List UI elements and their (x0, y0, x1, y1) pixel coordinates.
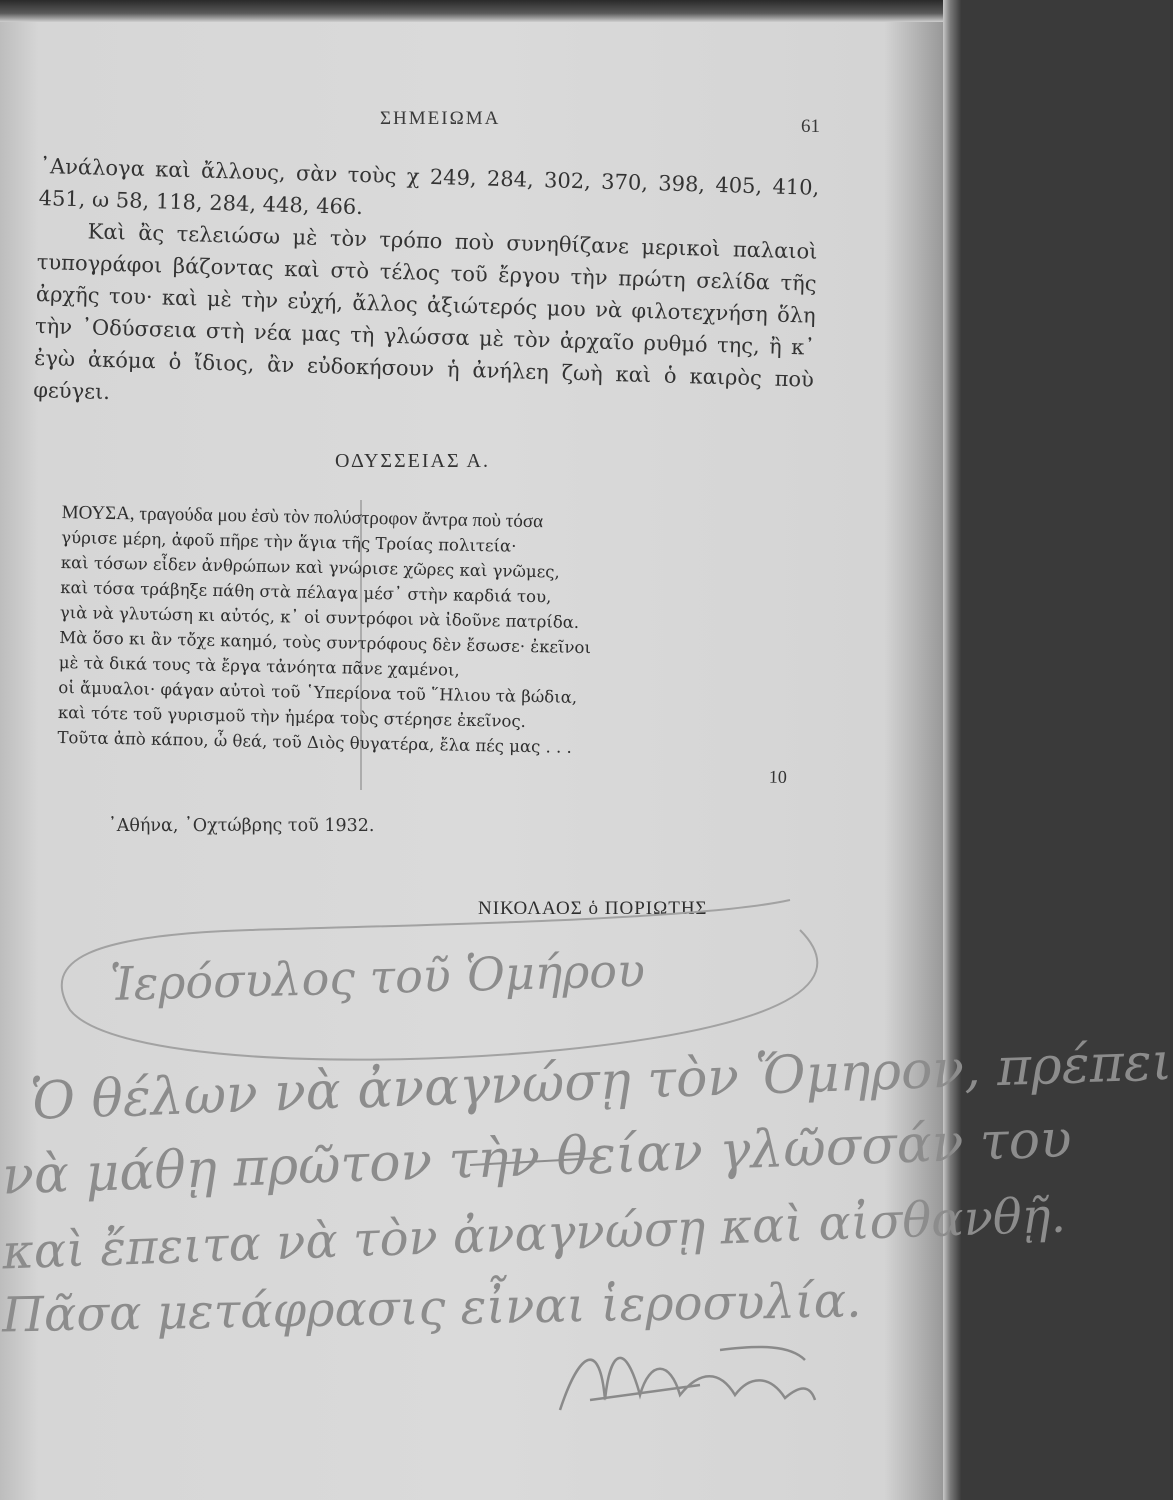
poem-line: καὶ τόσων εἶδεν ἀνθρώπων καὶ γνώρισε χῶρες καὶ γνῶμες, (60, 552, 560, 582)
poem-line: μὲ τὰ δικά τους τὰ ἔργα τἀνόητα πᾶνε χαμένοι, (58, 652, 460, 680)
handwritten-line: νὰ μάθῃ πρῶτον τὴν θείαν γλῶσσάν του (1, 1109, 1073, 1207)
note-body (33, 150, 820, 428)
dateline: ᾿Αθήνα, ᾿Οχτώβρης τοῦ 1932. (108, 816, 375, 836)
poem-line: γιὰ νὰ γλυτώση κι αὐτός, κ᾿ οἱ συντρόφοι νὰ ἰδοῦνε πατρίδα. (59, 602, 580, 632)
page-number: 61 (801, 116, 820, 137)
note-paragraph-1: ᾿Ανάλογα καὶ ἄλλους, σὰν τοὺς χ 249, 284, 302, 370, 398, 405, 410, 451, ω 58, 118, 284, 448, 466. (38, 153, 820, 220)
poem-line: καὶ τόσα τράβηξε πάθη στὰ πέλαγα μέσ᾿ στὴν καρδιά του, (60, 577, 552, 607)
poem-line: Μὰ ὅσο κι ἂν τὄχε καημό, τοὺς συντρόφους δὲν ἔσωσε· ἐκεῖνοι (59, 627, 592, 658)
section-title: ΟΔΥΣΣΕΙΑΣ Α. (335, 450, 490, 472)
running-head: ΣΗΜΕΙΩΜΑ (380, 108, 501, 129)
poem-line: οἱ ἄμυαλοι· φάγαν αὐτοὶ τοῦ ῾Υπερίονα τοῦ ῞Ηλιου τὰ βώδια, (58, 677, 578, 707)
poem-line: γύρισε μέρη, ἀφοῦ πῆρε τὴν ἅγια τῆς Τροίας πολιτεία· (61, 527, 517, 556)
author-name: ΝΙΚΟΛΑΟΣ ὁ ΠΟΡΙΩΤΗΣ (478, 898, 708, 919)
poem-line: Τοῦτα ἀπὸ κάπου, ὦ θεά, τοῦ Διὸς θυγατέρα, ἔλα πές μας . . . (57, 727, 573, 757)
note-paragraph-2: Καὶ ἂς τελειώσω μὲ τὸν τρόπο ποὺ συνηθίζανε μερικοὶ παλαιοὶ τυπογράφοι βάζοντας καὶ στὸ τέλος τοῦ ἔργου τὴν πρώτη σελίδα τῆς ἀρχῆς του· καὶ μὲ τὴν εὐχή, ἄλλος ἀξιώτερός μου νὰ φιλοτεχνήση ὅλη τὴν ᾿Οδύσσεια στὴ νέα μας τὴ γλώσσα μὲ τὸν ἀρχαῖο ρυθμό της, ἢ κ᾿ ἐγὼ ἀκόμα ὁ ἴδιος, ἂν εὐδοκήσουν ἡ ἀνήλεη ζωὴ καὶ ὁ καιρὸς ποὺ φεύγει. (32, 219, 818, 405)
page-top-edge (0, 0, 961, 22)
page-header (60, 108, 820, 138)
page-right-edge (943, 0, 961, 1500)
poem-line: ΜΟΥΣΑ, τραγούδα μου ἐσὺ τὸν πολύστροφον ἄντρα ποὺ τόσα (61, 501, 544, 533)
handwritten-line: Πᾶσα μετάφρασις εἶναι ἱεροσυλία. (1, 1272, 862, 1344)
handwritten-line: Ὁ θέλων νὰ ἀναγνώσῃ τὸν Ὅμηρον, πρέπει (29, 1032, 1173, 1132)
handwritten-circled-note: Ἱερόσυλος τοῦ Ὁμήρου (109, 943, 646, 1011)
verse-line-number: 10 (768, 766, 788, 787)
poem-excerpt (57, 500, 802, 787)
poem-line: καὶ τότε τοῦ γυρισμοῦ τὴν ἡμέρα τοὺς στέρησε ἐκεῖνος. (57, 702, 527, 731)
handwritten-line: καὶ ἔπειτα νὰ τὸν ἀναγνώσῃ καὶ αἰσθανθῇ. (1, 1187, 1067, 1281)
signature-scrawl (560, 1347, 815, 1410)
